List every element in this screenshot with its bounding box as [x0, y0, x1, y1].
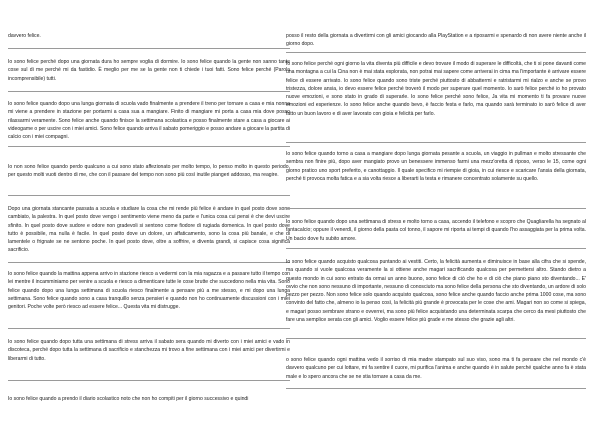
- journal-entry: Io non sono felice quando perdo qualcuno a cui sono stato affezionato per molto tempo, lo penso molto in questo periodo, per questo molti vuoti dentro di me, che con il passare del tempo non sono più così inutile piangeri addosso, ma reagire.: [8, 164, 290, 179]
- journal-entry: Io sono felice perché ogni giorno la vita diventa più difficile e devo trovare il modo di superare le difficoltà, che ti si pone davanti come una montagna a cui la Cina non è mai stata esplorata, non potrai mai sapere come arriverai in cima ma l'importante è arrivare essere felice di essere arrivato. Io sono felice quando sono triste perché piuttosto di abbattermi e ratristarmi mi rialzo e anche se provo tristezza, dolore ansia, io devo essere felice perché troverò il modo per superare quel momento. Io sarò felice perché io ho provato nuove emozioni, e sono stato in grado di superarle. Io sono felice perché sono felice, Ja vita mi momento ti fa provare nuove emozioni ed esperienze. Io sono felice anche quando bevo, è faccio festa e farlo, ma quando sarà terminato io sarò felice di aver fatto un buon lavoro e di aver lavorato con gioia e felicità per farlo.: [286, 61, 586, 117]
- journal-entry: o sono felice quando ogni mattina vedo il sorriso di mia madre stampato sul suo viso, sono ma ti fa pensare che nel mondo c'è davvero qualcuno per cui lottare, mi fa sentire il cuore, mi purifica l'anima e anche quando è in salute perché qualche anno fa è stata male e lo spero ancora che se ne stia tornare a casa da me.: [286, 357, 586, 380]
- divider: [286, 248, 586, 249]
- divider: [286, 208, 586, 209]
- journal-entry: Io sono felice quando dopo una settimana di stress e molto torno a casa, accendo il telefono e scopro che Quagliarella ha segnato al fantacalcio; oppure il venerdì, il giorno della pasta col tonno, il sapore mi riporta ai tempi di quando l'ho assaggiata per la prima volta. Un bacio dove fu subito amore.: [286, 219, 586, 242]
- journal-entry: Io sono felice quando acquisto qualcosa puntando ai vestiti. Certo, la felicità aumenta e diminuisce in base alla cifra che si spende, ma quando si vuole qualcosa veramente la si ottiene anche magari sacrificando qualcosa per permettersi altro. Stando dietro a questo mondo in cui sono entrato da ormai un anno buono, sono felice di ciò che ho e di ciò che piano piano sto diventando... E' ovvio che non sono nessuno di importante, nessuno di conosciuto ma sono felice della persona che sto diventando, un ardore di solo pezzo per pezzo. Non sono felice solo quando acquisto qualcosa, sono felice anche quando faccio anche prima 1000 cose, ma sono convinto del fatto che, almeno io la penso così, la felicità più grande è provocata per le cose che ami. Magari non so come si spiega, e magari posso sembrare strano e ovverrei, ma sono più felice acquistando una determinata scarpa che cerco da mesi piuttosto che fare una semplice serata con gli amici. Voglio essere felice più grade e me stesso che grazie agli altri.: [286, 259, 586, 324]
- journal-entry: Io sono felice quando torno a casa a mangiare dopo lunga giornata pesante a scuola, un viaggio in pullman e molto stressante che sembra non finire più, dopo aver mangiato provo un benessere immenso farmi una mezz'oretta di riposo, verso le 15, come ogni giorno pratico uno sport preferito, e canottaggio. Il quale specifico mi riempie di gioia, in cui riesce e scaricare l'ansia della giornata, perché ti provoca molta fatica e a sia volta riesce a liberarti la testa e rimanere concentrato solamente su quello.: [286, 151, 586, 182]
- divider: [8, 380, 290, 381]
- divider: [8, 328, 290, 329]
- journal-entry: davvero felice.: [8, 33, 41, 39]
- divider: [286, 142, 586, 143]
- divider: [286, 52, 586, 53]
- journal-entry: Dopo una giornata stancante passata a scuola e studiare la cosa che mi rende più felice è andare in quel posto dove sono cambiato, la palestra. In quel posto dove vengo i sentimento viene meno da parte e l'unica cosa cui pensi è che devi uscire sfinito. In quel posto dove sudore e odore non gradevoli si sentono come fiodore di rugiada domenica. In quel posto dove tutto è possibile, ma nulla è facile. In quel posto dove un dolore, un affaticamento, sono la cosa più banale, e che di lamentele o frignate se ne sentono poche. In quel posto dove, oltre a soffrire, e diventa grandi, si capisce cosa significa sacrificio.: [8, 206, 290, 254]
- divider: [8, 146, 290, 147]
- journal-entry: posso il resto della giornata a divertirmi con gli amici giocando alla PlayStation e a riposarmi e spenardo di non avere niente anche il giorno dopo.: [286, 33, 586, 48]
- divider: [286, 388, 586, 389]
- journal-entry: Io sono felice quando la mattina appena arrivo in stazione riesco a vedermi con la mia ragazza e a passare tutto il tempo con lei mentre il incamminiamo per venire a scuola e riesco a dimenticare tutte le cose brutte che succedono nella mia vita. Sono felice quando dopo una lunga settimana di scuola riesco finalmente a pensare più a me stesso, e mi dopo una lunga settimana. Sono felice quando sono a casa tranquillo senza pensieri e quando non ho continuamente discussioni con i miei genitori. Poche volte però riesco ad essere felice... Questa vita mi distrugge.: [8, 271, 290, 311]
- journal-entry: Io sono felice quando dopo tutta una settimana di stress arriva il sabato sera quando mi diverto con i miei amici e vado in discoteca, perché dopo tutta la settimana di sacrificio e stanchezza mi trovo a fine settimana con i miei amici per divertirmi e liberarmi di tutto.: [8, 339, 290, 362]
- journal-entry: Io sono felice perché dopo una giornata dura ho sempre voglia di dormire. Io sono felice quando la gente non sanno tante cose sul di me perché mi da fastidio. È meglio per me se la gente non ti chiede i tuoi fatti. Sono felice perché (Parola incomprensibile) tutti.: [8, 59, 290, 82]
- divider: [286, 338, 586, 339]
- journal-entry: Io sono felice quando a prendo il diario scolastico noto che non ho compiti per il giorno successivo e quindi: [8, 396, 249, 402]
- journal-entry: Io sono felice quando dopo una lunga giornata di scuola vado finalmente a prendere il treno per tornare a casa e mia nonna mi viene a prendere in stazione per portarmi a casa sua a mangiare. Finito di mangiare mi porta a casa mia dove posso rilassarmi veramente. Sono felice anche quando finisce la settimana scolastica e posso finalmente stare a casa a giocare ai videogame o per uscire con i miei amici. Sono felice quando arriva il sabato pomeriggio e posso andare a giocare la partita di calcio con i miei compagni.: [8, 101, 290, 141]
- divider: [8, 48, 290, 49]
- divider: [8, 91, 290, 92]
- divider: [8, 195, 290, 196]
- divider: [8, 262, 290, 263]
